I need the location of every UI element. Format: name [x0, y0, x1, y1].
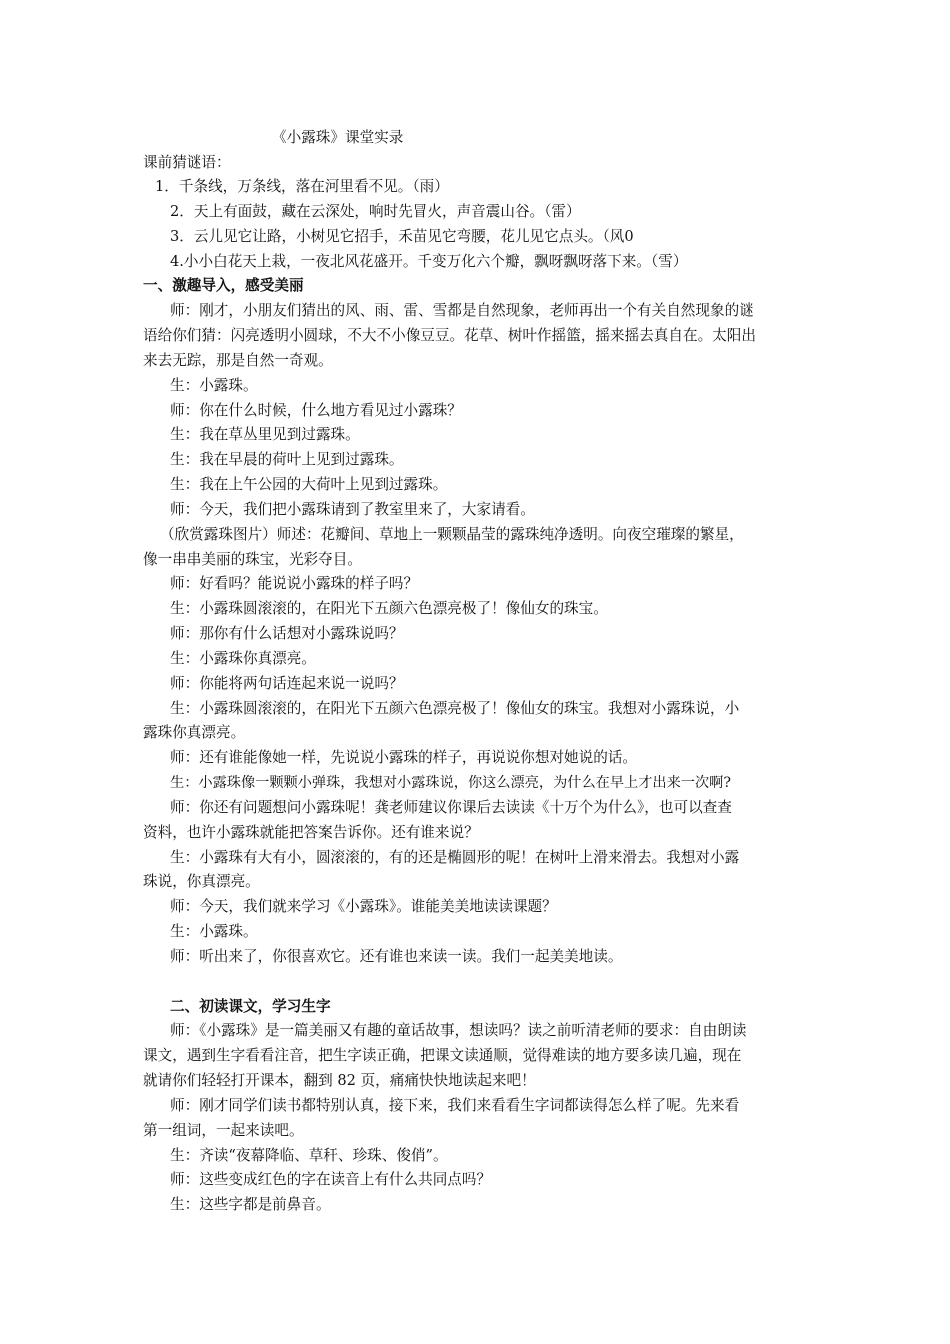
paragraph-line: 师：这些变成红色的字在读音上有什么共同点吗？: [170, 1171, 492, 1188]
paragraph-line: 像一串串美丽的珠宝，光彩夺目。: [143, 551, 362, 568]
paragraph-line: 生：这些字都是前鼻音。: [170, 1196, 331, 1213]
pre-class-label: 课前猜谜语：: [143, 154, 231, 171]
paragraph-line: 生：小露珠圆滚滚的，在阳光下五颜六色漂亮极了！像仙女的珠宝。我想对小露珠说，小: [170, 700, 740, 717]
paragraph-line: 师：听出来了，你很喜欢它。还有谁也来读一读。我们一起美美地读。: [170, 948, 623, 965]
riddle-line: 4.小小白花天上栽，一夜北风花盛开。千变万化六个瓣，飘呀飘呀落下来。（雪）: [170, 253, 688, 270]
paragraph-line: 师：那你有什么话想对小露珠说吗？: [170, 625, 404, 642]
paragraph-line: 生：小露珠有大有小，圆滚滚的，有的还是椭圆形的呢！在树叶上滑来滑去。我想对小露: [170, 849, 740, 866]
paragraph-line: 生：我在早晨的荷叶上见到过露珠。: [170, 451, 404, 468]
paragraph-line: 生：小露珠。: [170, 923, 258, 940]
paragraph-line: 生：小露珠你真漂亮。: [170, 650, 316, 667]
paragraph-line: 来去无踪，那是自然一奇观。: [143, 352, 333, 369]
paragraph-line: （欣赏露珠图片）师述：花瓣间、草地上一颗颗晶莹的露珠纯净透明。向夜空璀璨的繁星，: [160, 526, 744, 543]
paragraph-line: 就请你们轻轻打开课本，翻到 82 页，痛痛快快地读起来吧！: [143, 1072, 536, 1089]
paragraph-line: 第一组词，一起来读吧。: [143, 1122, 304, 1139]
paragraph-line: 生：我在草丛里见到过露珠。: [170, 426, 360, 443]
paragraph-line: 师：《小露珠》是一篇美丽又有趣的童话故事，想读吗？读之前听清老师的要求：自由朗读: [170, 1022, 747, 1039]
paragraph-line: 师：刚才同学们读书都特别认真，接下来，我们来看看生字词都读得怎么样了呢。先来看: [170, 1097, 740, 1114]
paragraph-line: 师：好看吗？能说说小露珠的样子吗？: [170, 575, 419, 592]
page-title: 《小露珠》课堂实录: [272, 129, 404, 146]
paragraph-line: 课文，遇到生字看看注音，把生字读正确，把课文读通顺，觉得难读的地方要多读几遍，现在: [143, 1047, 742, 1064]
paragraph-line: 露珠你真漂亮。: [143, 724, 246, 741]
paragraph-line: 生：小露珠像一颗颗小弹珠，我想对小露珠说，你这么漂亮，为什么在早上才出来一次啊?: [170, 775, 731, 791]
paragraph-line: 师：你在什么时候，什么地方看见过小露珠？: [170, 402, 462, 419]
section-heading: 一、激趣导入，感受美丽: [143, 277, 304, 294]
paragraph-line: 师：刚才，小朋友们猜出的风、雨、雷、雪都是自然现象，老师再出一个有关自然现象的谜: [170, 302, 754, 319]
paragraph-line: 生：我在上午公园的大荷叶上见到过露珠。: [170, 476, 448, 493]
paragraph-line: 珠说，你真漂亮。: [143, 873, 260, 890]
section-heading: 二、初读课文，学习生字: [170, 998, 331, 1015]
riddle-line: 2．天上有面鼓，藏在云深处，响时先冒火，声音震山谷。（雷）: [170, 203, 581, 220]
paragraph-line: 语给你们猜：闪亮透明小圆球，不大不小像豆豆。花草、树叶作摇篮，摇来摇去真自在。太阳出: [143, 327, 756, 344]
paragraph-line: 生：小露珠。: [170, 377, 258, 394]
riddle-line: 1．千条线，万条线，落在河里看不见。（雨）: [155, 178, 449, 195]
paragraph-line: 师：你还有问题想问小露珠呢！龚老师建议你课后去读读《十万个为什么》，也可以查查: [170, 799, 732, 816]
paragraph-line: 师：今天，我们就来学习《小露珠》。谁能美美地读读课题？: [170, 898, 557, 915]
paragraph-line: 生：小露珠圆滚滚的，在阳光下五颜六色漂亮极了！像仙女的珠宝。: [170, 600, 608, 617]
paragraph-line: 师：还有谁能像她一样，先说说小露珠的样子，再说说你想对她说的话。: [170, 749, 638, 766]
paragraph-line: 资料，也许小露珠就能把答案告诉你。还有谁来说？: [143, 824, 479, 841]
paragraph-line: 师：今天，我们把小露珠请到了教室里来了，大家请看。: [170, 501, 535, 518]
paragraph-line: 生：齐读“夜幕降临、草秆、珍珠、俊俏”。: [170, 1147, 448, 1164]
riddle-line: 3．云儿见它让路，小树见它招手，禾苗见它弯腰，花儿见它点头。（风0: [170, 228, 634, 245]
paragraph-line: 师：你能将两句话连起来说一说吗？: [170, 675, 404, 692]
